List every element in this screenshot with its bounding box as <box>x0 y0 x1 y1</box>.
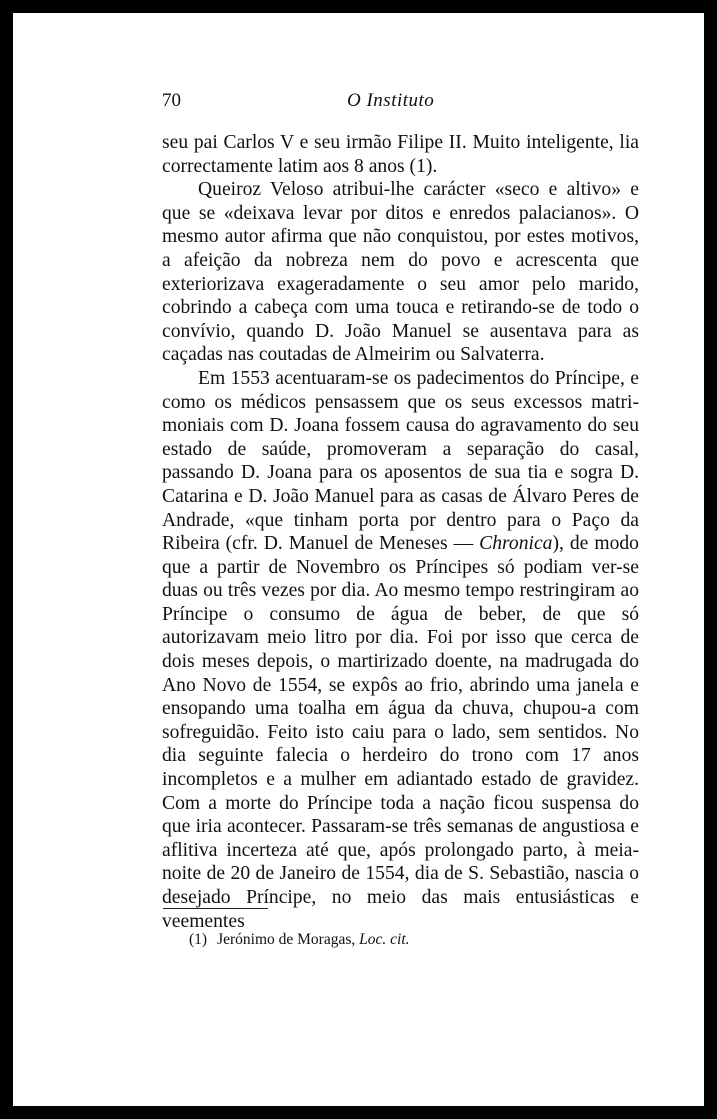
paragraph-3-after: ), de modo que a partir de Novembro os Príncipes só podiam ver-se duas ou três vezes por dia. Ao mesmo tempo restringiram ao Príncipe o consumo de água de beber, de que só autorizavam meio litro por dia. Foi por isso que cerca de dois meses depois, o martirizado doente, na madrugada do Ano Novo de 1554, se expôs ao frio, abrindo uma janela e ensopando uma toalha em água da chuva, chupou-a com sofreguidão. Feito isto caiu para o lado, sem sentidos. No dia seguinte falecia o herdeiro do trono com 17 anos incompletos e a mulher em adiantado estado de gravidez. Com a morte do Príncipe toda a nação ficou suspensa do que iria acontecer. Passaram-se três semanas de angustiosa e aflitiva incerteza até que, após prolongado parto, à meia-noite de 20 de Janeiro de 1554, dia de S. Sebastião, nascia o desejado Príncipe, no meio das mais entusiásticas e veementes <box>162 533 639 932</box>
running-title: O Instituto <box>347 90 435 111</box>
book-page <box>13 13 704 1106</box>
body-text <box>162 131 639 933</box>
page-header <box>162 90 638 120</box>
paragraph-3-before: Em 1553 acentuaram-se os padecimentos do Príncipe, e como os médicos pensassem que os seus excessos matrimoniais com D. Joana fossem causa do agravamento do seu estado de saúde, promoveram a separação do casal, passando D. Joana para os aposentos de sua tia e sogra D. Catarina e D. João Manuel para as casas de Álvaro Peres de Andrade, «que tinham porta por dentro para o Paço da Ribeira (cfr. D. Manuel de Meneses — <box>162 367 639 555</box>
paragraph-3 <box>162 367 639 933</box>
footnote-reference: (1) <box>409 155 433 177</box>
page-number: 70 <box>162 90 181 111</box>
footnote <box>189 930 410 950</box>
paragraph-1-text: seu pai Carlos V e seu irmão Filipe II. Muito inteligente, lia correctamente latim aos 8 anos <box>162 132 639 177</box>
paragraph-1-end: . <box>432 155 438 177</box>
paragraph-1 <box>162 131 639 178</box>
footnote-rule <box>163 908 268 909</box>
paragraph-2: Queiroz Veloso atribui-lhe carácter «seco e altivo» e que se «deixava levar por ditos e enredos palacianos». O mesmo autor afirma que não conquistou, por estes motivos, a afeição da nobreza nem do povo e acrescenta que exteriorizava exageradamente o seu amor pelo marido, cobrindo a cabeça com uma touca e retirando-se de todo o convívio, quando D. João Manuel se ausentava para as caçadas nas coutadas de Almeirim ou Salvaterra. <box>162 179 639 366</box>
footnote-citation: Loc. cit. <box>359 931 410 948</box>
chronica-title: Chronica <box>479 533 553 555</box>
footnote-text: Jerónimo de Moragas, <box>217 931 360 948</box>
footnote-number: (1) <box>189 931 208 948</box>
